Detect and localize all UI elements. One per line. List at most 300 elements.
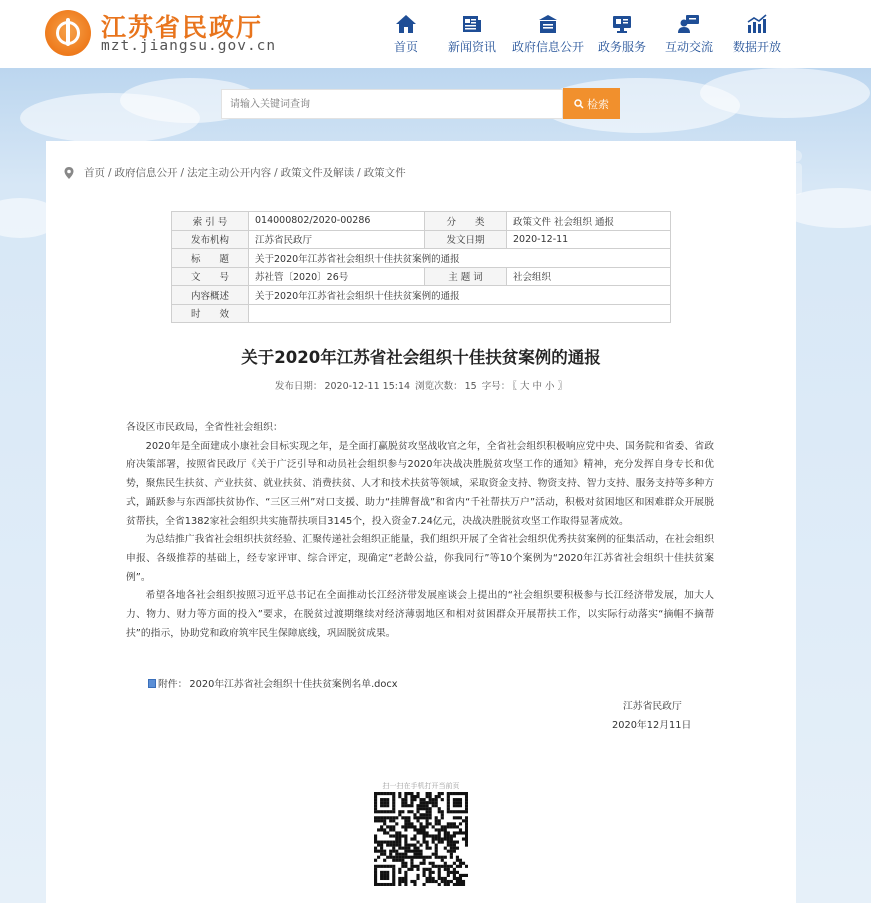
qr-module — [419, 801, 422, 804]
qr-module — [444, 862, 447, 865]
qr-module — [435, 819, 438, 822]
qr-module — [401, 834, 404, 837]
qr-module — [395, 837, 398, 840]
qr-module — [423, 816, 426, 819]
qr-module — [410, 868, 413, 871]
qr-module — [389, 828, 392, 831]
qr-module — [410, 856, 413, 859]
attachment-link[interactable]: 2020年江苏省社会组织十佳扶贫案例名单.docx — [189, 679, 398, 690]
qr-module — [453, 792, 456, 795]
qr-module — [423, 825, 426, 828]
qr-module — [432, 871, 435, 874]
qr-module — [438, 831, 441, 834]
qr-module — [465, 841, 468, 844]
qr-module — [435, 834, 438, 837]
qr-module — [413, 795, 416, 798]
qr-module — [392, 856, 395, 859]
search-button[interactable] — [563, 88, 620, 119]
qr-module — [389, 850, 392, 853]
qr-module — [429, 810, 432, 813]
article-body — [126, 419, 714, 643]
qr-module — [456, 871, 459, 874]
qr-module — [450, 847, 453, 850]
qr-module — [447, 868, 450, 871]
meta-key: 文 号 — [172, 267, 249, 286]
qr-module — [429, 792, 432, 795]
nav-item-services[interactable] — [593, 14, 651, 58]
location-pin-icon — [64, 167, 74, 179]
qr-module — [456, 856, 459, 859]
qr-module — [380, 825, 383, 828]
qr-module — [432, 804, 435, 807]
qr-module — [377, 816, 380, 819]
breadcrumb-policy-docs[interactable]: 政策文件及解读 — [280, 167, 355, 179]
qr-module — [395, 844, 398, 847]
qr-module — [407, 804, 410, 807]
qr-module — [398, 795, 401, 798]
qr-module — [380, 877, 383, 880]
meta-value: 2020-12-11 — [507, 230, 671, 249]
nav-label: 首页 — [393, 40, 418, 54]
qr-module — [447, 807, 450, 810]
qr-module — [435, 828, 438, 831]
qr-module — [438, 874, 441, 877]
qr-module — [413, 813, 416, 816]
news-icon — [461, 14, 483, 34]
qr-module — [407, 847, 410, 850]
qr-module — [465, 819, 468, 822]
qr-module — [429, 874, 432, 877]
qr-module — [456, 883, 459, 886]
qr-module — [401, 825, 404, 828]
qr-module — [419, 828, 422, 831]
qr-module — [380, 792, 383, 795]
qr-module — [383, 798, 386, 801]
qr-module — [450, 792, 453, 795]
qr-module — [465, 804, 468, 807]
qr-module — [447, 844, 450, 847]
qr-module — [450, 822, 453, 825]
qr-module — [404, 822, 407, 825]
qr-module — [410, 795, 413, 798]
qr-module — [447, 825, 450, 828]
qr-module — [447, 841, 450, 844]
qr-module — [423, 859, 426, 862]
qr-module — [404, 874, 407, 877]
meta-value: 苏社管〔2020〕26号 — [249, 267, 425, 286]
qr-module — [447, 801, 450, 804]
qr-module — [426, 792, 429, 795]
qr-module — [410, 825, 413, 828]
qr-module — [398, 856, 401, 859]
qr-module — [416, 841, 419, 844]
qr-module — [465, 810, 468, 813]
nav-label: 政府信息公开 — [511, 40, 584, 54]
qr-module — [444, 877, 447, 880]
qr-module — [453, 804, 456, 807]
qr-module — [447, 865, 450, 868]
breadcrumb-home[interactable]: 首页 — [84, 167, 105, 179]
qr-module — [413, 834, 416, 837]
qr-module — [438, 883, 441, 886]
qr-module — [435, 856, 438, 859]
qr-module — [410, 810, 413, 813]
qr-module — [459, 816, 462, 819]
qr-module — [404, 877, 407, 880]
qr-module — [413, 865, 416, 868]
qr-module — [380, 810, 383, 813]
qr-module — [401, 801, 404, 804]
site-url: mzt.jiangsu.gov.cn — [101, 38, 277, 54]
qr-module — [392, 801, 395, 804]
qr-module — [447, 883, 450, 886]
qr-module — [410, 798, 413, 801]
search-icon — [574, 99, 584, 109]
meta-value: 社会组织 — [507, 267, 671, 286]
qr-module — [432, 825, 435, 828]
qr-module — [377, 844, 380, 847]
qr-module — [453, 871, 456, 874]
qr-module — [398, 847, 401, 850]
qr-module — [432, 877, 435, 880]
qr-module — [459, 831, 462, 834]
qr-module — [444, 847, 447, 850]
qr-module — [377, 856, 380, 859]
qr-module — [447, 834, 450, 837]
qr-module — [416, 831, 419, 834]
qr-module — [426, 847, 429, 850]
qr-module — [429, 801, 432, 804]
qr-module — [383, 819, 386, 822]
qr-module — [447, 810, 450, 813]
qr-module — [410, 865, 413, 868]
qr-module — [429, 847, 432, 850]
qr-module — [404, 798, 407, 801]
qr-module — [386, 825, 389, 828]
chart-icon — [746, 14, 768, 34]
qr-module — [450, 871, 453, 874]
qr-module — [374, 880, 377, 883]
article-info — [46, 378, 796, 392]
qr-module — [432, 798, 435, 801]
qr-module — [456, 865, 459, 868]
qr-module — [395, 859, 398, 862]
qr-module — [444, 856, 447, 859]
qr-module — [435, 816, 438, 819]
search-input[interactable] — [222, 90, 562, 118]
nav-item-news[interactable] — [438, 14, 506, 58]
qr-module — [459, 865, 462, 868]
paragraph: 为总结推广我省社会组织扶贫经验、汇聚传递社会组织正能量，我们组织开展了全省社会组织优秀扶贫案例的征集活动，在社会组织申报、各级推荐的基础上，经专家评审、综合评定，现确定“老龄公益，你我同行”等10个案例为“2020年江苏省社会组织十佳扶贫案例”。 — [126, 534, 714, 583]
qr-module — [444, 828, 447, 831]
qr-module — [383, 810, 386, 813]
font-size-switcher[interactable]: 〖 大 中 小 〗 — [512, 381, 568, 392]
qr-module — [450, 865, 453, 868]
qr-module — [441, 792, 444, 795]
qr-module — [429, 795, 432, 798]
qr-module — [404, 844, 407, 847]
qr-module — [401, 810, 404, 813]
qr-module — [389, 856, 392, 859]
qr-module — [416, 865, 419, 868]
nav-label: 数据开放 — [732, 40, 781, 54]
qr-module — [426, 807, 429, 810]
qr-module — [407, 822, 410, 825]
qr-module — [462, 862, 465, 865]
meta-key: 发文日期 — [425, 230, 507, 249]
qr-module — [416, 856, 419, 859]
qr-module — [401, 798, 404, 801]
qr-module — [374, 868, 377, 871]
meta-key: 内容概述 — [172, 286, 249, 305]
qr-module — [401, 804, 404, 807]
qr-module — [389, 844, 392, 847]
qr-module — [419, 825, 422, 828]
nav-label: 政务服务 — [597, 40, 646, 54]
qr-module — [377, 841, 380, 844]
qr-module — [383, 865, 386, 868]
qr-module — [465, 844, 468, 847]
qr-module — [374, 850, 377, 853]
meta-key: 时 效 — [172, 304, 249, 323]
qr-module — [395, 853, 398, 856]
qr-module — [423, 834, 426, 837]
qr-module — [374, 877, 377, 880]
qr-module — [429, 871, 432, 874]
qr-module — [441, 825, 444, 828]
qr-module — [389, 841, 392, 844]
qr-module — [404, 819, 407, 822]
qr-module — [407, 825, 410, 828]
qr-module — [438, 807, 441, 810]
qr-module — [432, 865, 435, 868]
qr-module — [453, 810, 456, 813]
qr-module — [450, 853, 453, 856]
qr-module — [410, 804, 413, 807]
qr-module — [380, 804, 383, 807]
qr-module — [465, 801, 468, 804]
qr-module — [419, 831, 422, 834]
qr-module — [453, 883, 456, 886]
signature-date: 2020年12月11日 — [612, 720, 692, 731]
qr-module — [459, 822, 462, 825]
qr-module — [465, 795, 468, 798]
qr-module — [465, 816, 468, 819]
views-label: 浏览次数： — [415, 381, 463, 392]
qr-module — [453, 822, 456, 825]
qr-module — [386, 816, 389, 819]
qr-module — [444, 837, 447, 840]
qr-module — [426, 877, 429, 880]
qr-module — [395, 822, 398, 825]
qr-module — [423, 871, 426, 874]
qr-module — [404, 856, 407, 859]
qr-module — [377, 819, 380, 822]
qr-module — [459, 798, 462, 801]
chat-icon — [678, 14, 700, 34]
qr-module — [389, 834, 392, 837]
site-header — [0, 0, 871, 68]
qr-module — [395, 816, 398, 819]
qr-module — [398, 844, 401, 847]
qr-module — [441, 816, 444, 819]
qr-module — [404, 880, 407, 883]
qr-module — [423, 874, 426, 877]
qr-module — [395, 834, 398, 837]
attachment-label: 附件： — [158, 679, 188, 690]
qr-module — [404, 837, 407, 840]
qr-module — [383, 828, 386, 831]
qr-module — [392, 810, 395, 813]
qr-module — [453, 816, 456, 819]
qr-module — [423, 841, 426, 844]
qr-module — [416, 807, 419, 810]
qr-module — [423, 837, 426, 840]
qr-module — [383, 883, 386, 886]
qr-module — [465, 837, 468, 840]
qr-module — [410, 792, 413, 795]
building-icon — [537, 14, 559, 34]
qr-module — [407, 850, 410, 853]
qr-module — [441, 859, 444, 862]
qr-module — [374, 859, 377, 862]
qr-module — [453, 834, 456, 837]
qr-module — [416, 810, 419, 813]
qr-module — [435, 850, 438, 853]
article-title: 关于2020年江苏省社会组织十佳扶贫案例的通报 — [241, 348, 601, 367]
qr-module — [419, 850, 422, 853]
meta-key: 索 引 号 — [172, 212, 249, 231]
breadcrumb-statutory[interactable]: 法定主动公开内容 — [187, 167, 272, 179]
qr-module — [374, 795, 377, 798]
qr-module — [423, 856, 426, 859]
qr-module — [392, 877, 395, 880]
qr-module — [465, 825, 468, 828]
qr-module — [392, 871, 395, 874]
qr-module — [386, 871, 389, 874]
qr-module — [456, 804, 459, 807]
qr-module — [456, 859, 459, 862]
qr-module — [465, 798, 468, 801]
breadcrumb-policy-files[interactable]: 政策文件 — [363, 167, 406, 179]
qr-module — [401, 847, 404, 850]
breadcrumb-gov-info[interactable]: 政府信息公开 — [114, 167, 178, 179]
qr-module — [416, 853, 419, 856]
qr-module — [413, 847, 416, 850]
qr-module — [401, 880, 404, 883]
qr-module — [465, 865, 468, 868]
qr-module — [444, 831, 447, 834]
qr-module — [386, 844, 389, 847]
qr-module — [465, 828, 468, 831]
qr-module — [453, 850, 456, 853]
qr-module — [410, 859, 413, 862]
qr-module — [374, 837, 377, 840]
qr-module — [426, 804, 429, 807]
qr-module — [413, 837, 416, 840]
qr-module — [423, 868, 426, 871]
qr-caption: 扫一扫在手机打开当前页 — [382, 782, 460, 790]
nav-item-gov-info[interactable] — [508, 14, 588, 58]
qr-module — [383, 804, 386, 807]
qr-module — [426, 856, 429, 859]
qr-module — [398, 883, 401, 886]
qr-module — [377, 865, 380, 868]
qr-module — [392, 825, 395, 828]
qr-module — [450, 880, 453, 883]
meta-value: 关于2020年江苏省社会组织十佳扶贫案例的通报 — [249, 249, 671, 268]
qr-module — [456, 816, 459, 819]
qr-module — [426, 825, 429, 828]
qr-module — [383, 850, 386, 853]
qr-module — [419, 853, 422, 856]
qr-module — [453, 868, 456, 871]
site-title[interactable]: 江苏省民政厅 — [101, 13, 264, 42]
qr-module — [404, 828, 407, 831]
meta-value: 014000802/2020-00286 — [249, 212, 425, 231]
qr-module — [380, 871, 383, 874]
qr-module — [429, 807, 432, 810]
qr-module — [401, 877, 404, 880]
qr-module — [416, 877, 419, 880]
qr-module — [416, 804, 419, 807]
qr-module — [413, 883, 416, 886]
qr-module — [410, 862, 413, 865]
nav-item-home[interactable] — [384, 14, 428, 58]
qr-module — [423, 831, 426, 834]
qr-module — [429, 816, 432, 819]
nav-item-open-data[interactable] — [728, 14, 786, 58]
qr-module — [386, 865, 389, 868]
attachment — [148, 676, 398, 690]
qr-module — [462, 837, 465, 840]
qr-module — [374, 874, 377, 877]
qr-module — [377, 850, 380, 853]
nav-item-interaction[interactable] — [660, 14, 718, 58]
qr-module — [441, 828, 444, 831]
document-metadata-table — [171, 211, 671, 323]
qr-module — [435, 853, 438, 856]
qr-module — [386, 877, 389, 880]
qr-module — [429, 856, 432, 859]
qr-module — [450, 834, 453, 837]
qr-module — [426, 868, 429, 871]
qr-code-icon — [374, 792, 468, 886]
qr-module — [450, 825, 453, 828]
qr-module — [410, 822, 413, 825]
qr-module — [383, 822, 386, 825]
qr-module — [429, 880, 432, 883]
qr-module — [426, 822, 429, 825]
qr-module — [404, 847, 407, 850]
qr-module — [404, 883, 407, 886]
qr-module — [386, 883, 389, 886]
qr-module — [453, 801, 456, 804]
search-button-label: 检索 — [587, 97, 609, 111]
qr-module — [383, 801, 386, 804]
qr-module — [447, 822, 450, 825]
qr-module — [432, 853, 435, 856]
qr-module — [453, 798, 456, 801]
qr-module — [444, 883, 447, 886]
qr-module — [426, 819, 429, 822]
qr-module — [456, 792, 459, 795]
qr-module — [441, 841, 444, 844]
home-icon — [395, 14, 417, 34]
site-logo-icon[interactable] — [45, 10, 91, 56]
qr-module — [450, 841, 453, 844]
qr-module — [392, 865, 395, 868]
